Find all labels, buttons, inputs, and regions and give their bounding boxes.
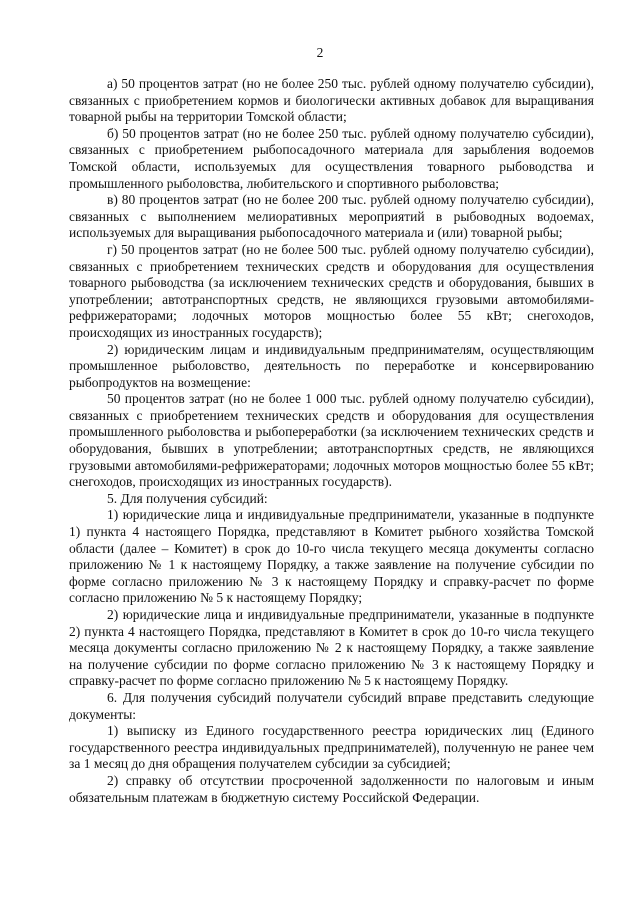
document-body [69, 76, 594, 806]
paragraph-6-2: 2) справку об отсутствии просроченной задолженности по налоговым и иным обязательным платежам в бюджетную систему Российской Федерации. [69, 772, 594, 805]
page-number: 2 [316, 45, 324, 60]
paragraph-5-heading: 5. Для получения субсидий: [107, 490, 268, 506]
paragraph-5-2: 2) юридические лица и индивидуальные предприниматели, указанные в подпункте 2) пункта 4 настоящего Порядка, представляют в Комитет в срок до 10-го числа текущего месяца документы согласно приложению № 2 к настоящему Порядку, а также заявление на получение субсидии по форме согласно приложению № 3 к настоящему Порядку и справку-расчет по форме согласно приложению № 5 к настоящему Порядку. [69, 607, 594, 689]
paragraph-6-1: 1) выписку из Единого государственного реестра юридических лиц (Единого государственного реестра индивидуальных предпринимателей), полученную не ранее чем за 1 месяц до дня обращения получателем субсидии за субсидией; [69, 723, 594, 772]
paragraph-1g: г) 50 процентов затрат (но не более 500 тыс. рублей одному получателю субсидии), связанных с приобретением технических средств и оборудования для осуществления товарного рыбоводства (за исключением технических средств и оборудования, бывших в употреблении; автотранспортных средств, не являющихся грузовыми автомобилями-рефрижераторами; лодочных моторов мощностью более 55 кВт; снегоходов, происходящих из иностранных государств); [69, 241, 594, 340]
paragraph-1a: а) 50 процентов затрат (но не более 250 тыс. рублей одному получателю субсидии), связанных с приобретением кормов и биологически активных добавок для выращивания товарной рыбы на территории Томской области; [69, 76, 594, 125]
paragraph-5-1: 1) юридические лица и индивидуальные предприниматели, указанные в подпункте 1) пункта 4 настоящего Порядка, представляют в Комитет рыбного хозяйства Томской области (далее – Комитет) в срок до 10-го числа текущего месяца документы согласно приложению № 1 к настоящему Порядку, а также заявление на получение субсидии по форме согласно приложению № 3 к настоящему Порядку и справку-расчет по форме согласно приложению № 5 к настоящему Порядку; [69, 507, 594, 606]
paragraph-1b: б) 50 процентов затрат (но не более 250 тыс. рублей одному получателю субсидии), связанных с приобретением рыбопосадочного материала для зарыбления водоемов Томской области, используемых для осуществления товарного рыбоводства и промышленного рыболовства, любительского и спортивного рыболовства; [69, 125, 594, 191]
paragraph-1v: в) 80 процентов затрат (но не более 200 тыс. рублей одному получателю субсидии), связанных с выполнением мелиоративных мероприятий в рыбоводных водоемах, используемых для выращивания рыбопосадочного материала и (или) товарной рыбы; [69, 192, 594, 241]
paragraph-2-percent: 50 процентов затрат (но не более 1 000 тыс. рублей одному получателю субсидии), связанных с приобретением технических средств и оборудования для осуществления промышленного рыболовства и рыбопереработки (за исключением технических средств и оборудования, бывших в употреблении; автотранспортных средств, не являющихся грузовыми автомобилями-рефрижераторами; лодочных моторов мощностью более 55 кВт; снегоходов, происходящих из иностранных государств). [69, 391, 594, 490]
paragraph-6-heading: 6. Для получения субсидий получатели субсидий вправе представить следующие документы: [69, 689, 594, 722]
paragraph-2: 2) юридическим лицам и индивидуальным предпринимателям, осуществляющим промышленное рыболовство, деятельность по переработке и консервированию рыбопродуктов на возмещение: [69, 341, 594, 390]
